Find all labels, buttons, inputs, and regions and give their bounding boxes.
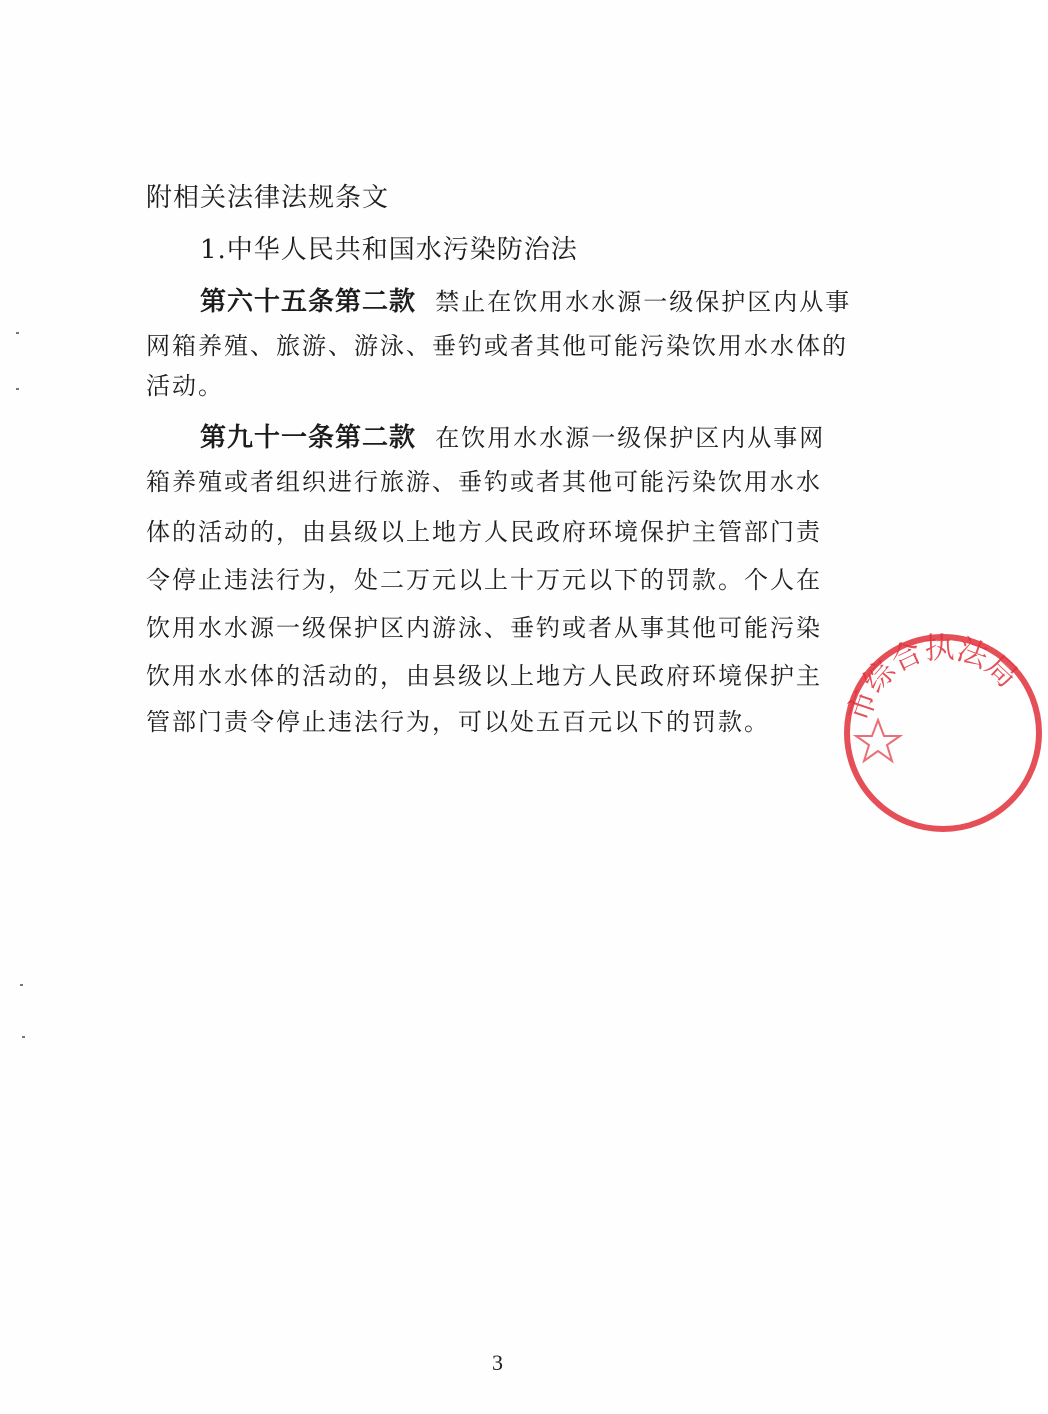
scan-speck [16, 332, 19, 334]
seal-text: 市综合执法局 [841, 630, 1025, 726]
appendix-heading: 附相关法律法规条文 [146, 183, 390, 213]
article-91-text-1: 在饮用水水源一级保护区内从事网 [435, 424, 826, 452]
article-91-line-5: 饮用水水源一级保护区内游泳、垂钓或者从事其他可能污染 [146, 614, 822, 642]
seal-text-arc [842, 630, 1024, 725]
article-65-text-1: 禁止在饮用水水源一级保护区内从事 [435, 288, 852, 316]
article-91-label: 第九十一条第二款 [200, 423, 417, 453]
article-91-line-2: 箱养殖或者组织进行旅游、垂钓或者其他可能污染饮用水水 [146, 468, 822, 496]
article-65-line-1 [200, 282, 851, 322]
law-title: 1.中华人民共和国水污染防治法 [200, 235, 578, 265]
scan-speck [22, 1036, 25, 1038]
page-number: 3 [492, 1350, 503, 1375]
scan-speck [20, 984, 23, 986]
seal-star-icon [856, 720, 900, 761]
article-91-line-6: 饮用水水体的活动的，由县级以上地方人民政府环境保护主 [146, 662, 822, 690]
article-91-line-1 [200, 418, 825, 458]
article-91-line-7: 管部门责令停止违法行为，可以处五百元以下的罚款。 [146, 708, 770, 736]
article-91-line-4: 令停止违法行为，处二万元以上十万元以下的罚款。个人在 [146, 566, 822, 594]
official-seal-stamp [838, 628, 1048, 838]
article-65-label: 第六十五条第二款 [200, 287, 417, 317]
article-91-line-3: 体的活动的，由县级以上地方人民政府环境保护主管部门责 [146, 518, 822, 546]
scan-speck [16, 388, 19, 390]
article-65-line-3: 活动。 [146, 372, 224, 400]
article-65-line-2: 网箱养殖、旅游、游泳、垂钓或者其他可能污染饮用水水体的 [146, 332, 848, 360]
